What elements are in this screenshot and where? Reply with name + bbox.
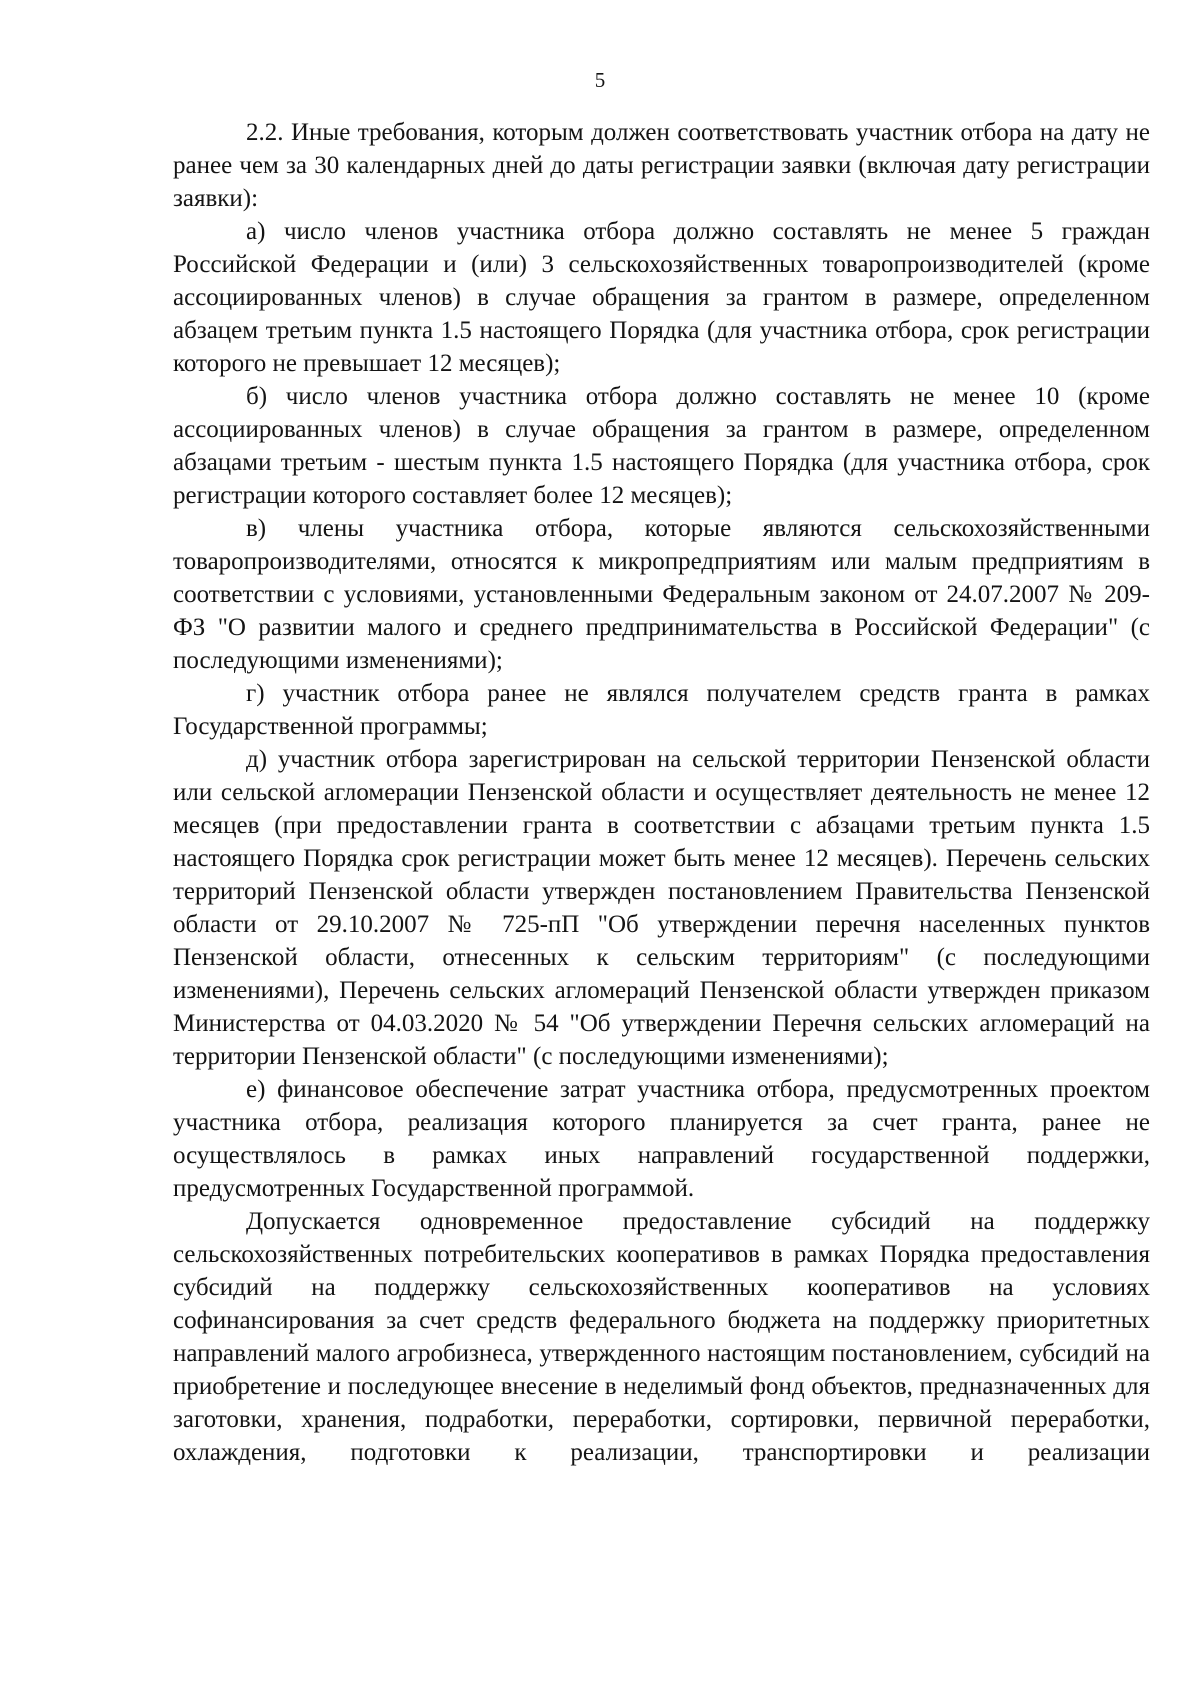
paragraph-item-g: г) участник отбора ранее не являлся получателем средств гранта в рамках Государственной программы; — [173, 680, 1150, 740]
paragraph-item-d: д) участник отбора зарегистрирован на сельской территории Пензенской области или сельской агломерации Пензенской области и осуществляет деятельность не менее 12 месяцев (при предоставлении гранта в соответствии с абзацами третьим пункта 1.5 настоящего Порядка срок регистрации может быть менее 12 месяцев). Перечень сельских территорий Пензенской области утвержден постановлением Правительства Пензенской области от 29.10.2007 № 725-пП "Об утверждении перечня населенных пунктов Пензенской области, отнесенных к сельским территориям" (с последующими изменениями), Перечень сельских агломераций Пензенской области утвержден приказом Министерства от 04.03.2020 № 54 "Об утверждении Перечня сельских агломераций на территории Пензенской области" (с последующими изменениями); — [173, 746, 1150, 1070]
paragraph-2-2: 2.2. Иные требования, которым должен соответствовать участник отбора на дату не ранее чем за 30 календарных дней до даты регистрации заявки (включая дату регистрации заявки): — [173, 119, 1150, 212]
paragraph-subsidies: Допускается одновременное предоставление субсидий на поддержку сельскохозяйственных потребительских кооперативов в рамках Порядка предоставления субсидий на поддержку сельскохозяйственных кооперативов на условиях софинансирования за счет средств федерального бюджета на поддержку приоритетных направлений малого агробизнеса, утвержденного настоящим постановлением, субсидий на приобретение и последующее внесение в неделимый фонд объектов, предназначенных для заготовки, хранения, подработки, переработки, сортировки, первичной переработки, охлаждения, подготовки к реализации, транспортировки и реализации — [173, 1208, 1150, 1466]
page-number: 5 — [594, 68, 606, 92]
paragraph-item-b: б) число членов участника отбора должно составлять не менее 10 (кроме ассоциированных членов) в случае обращения за грантом в размере, определенном абзацами третьим - шестым пункта 1.5 настоящего Порядка (для участника отбора, срок регистрации которого составляет более 12 месяцев); — [173, 383, 1150, 509]
paragraph-item-a: а) число членов участника отбора должно составлять не менее 5 граждан Российской Федерации и (или) 3 сельскохозяйственных товаропроизводителей (кроме ассоциированных членов) в случае обращения за грантом в размере, определенном абзацем третьим пункта 1.5 настоящего Порядка (для участника отбора, срок регистрации которого не превышает 12 месяцев); — [173, 218, 1150, 377]
document-body — [173, 116, 1150, 1469]
paragraph-item-e: е) финансовое обеспечение затрат участника отбора, предусмотренных проектом участника отбора, реализация которого планируется за счет гранта, ранее не осуществлялось в рамках иных направлений государственной поддержки, предусмотренных Государственной программой. — [173, 1076, 1150, 1202]
paragraph-item-v: в) члены участника отбора, которые являются сельскохозяйственными товаропроизводителями, относятся к микропредприятиям или малым предприятиям в соответствии с условиями, установленными Федеральным законом от 24.07.2007 № 209-ФЗ "О развитии малого и среднего предпринимательства в Российской Федерации" (с последующими изменениями); — [173, 515, 1150, 674]
